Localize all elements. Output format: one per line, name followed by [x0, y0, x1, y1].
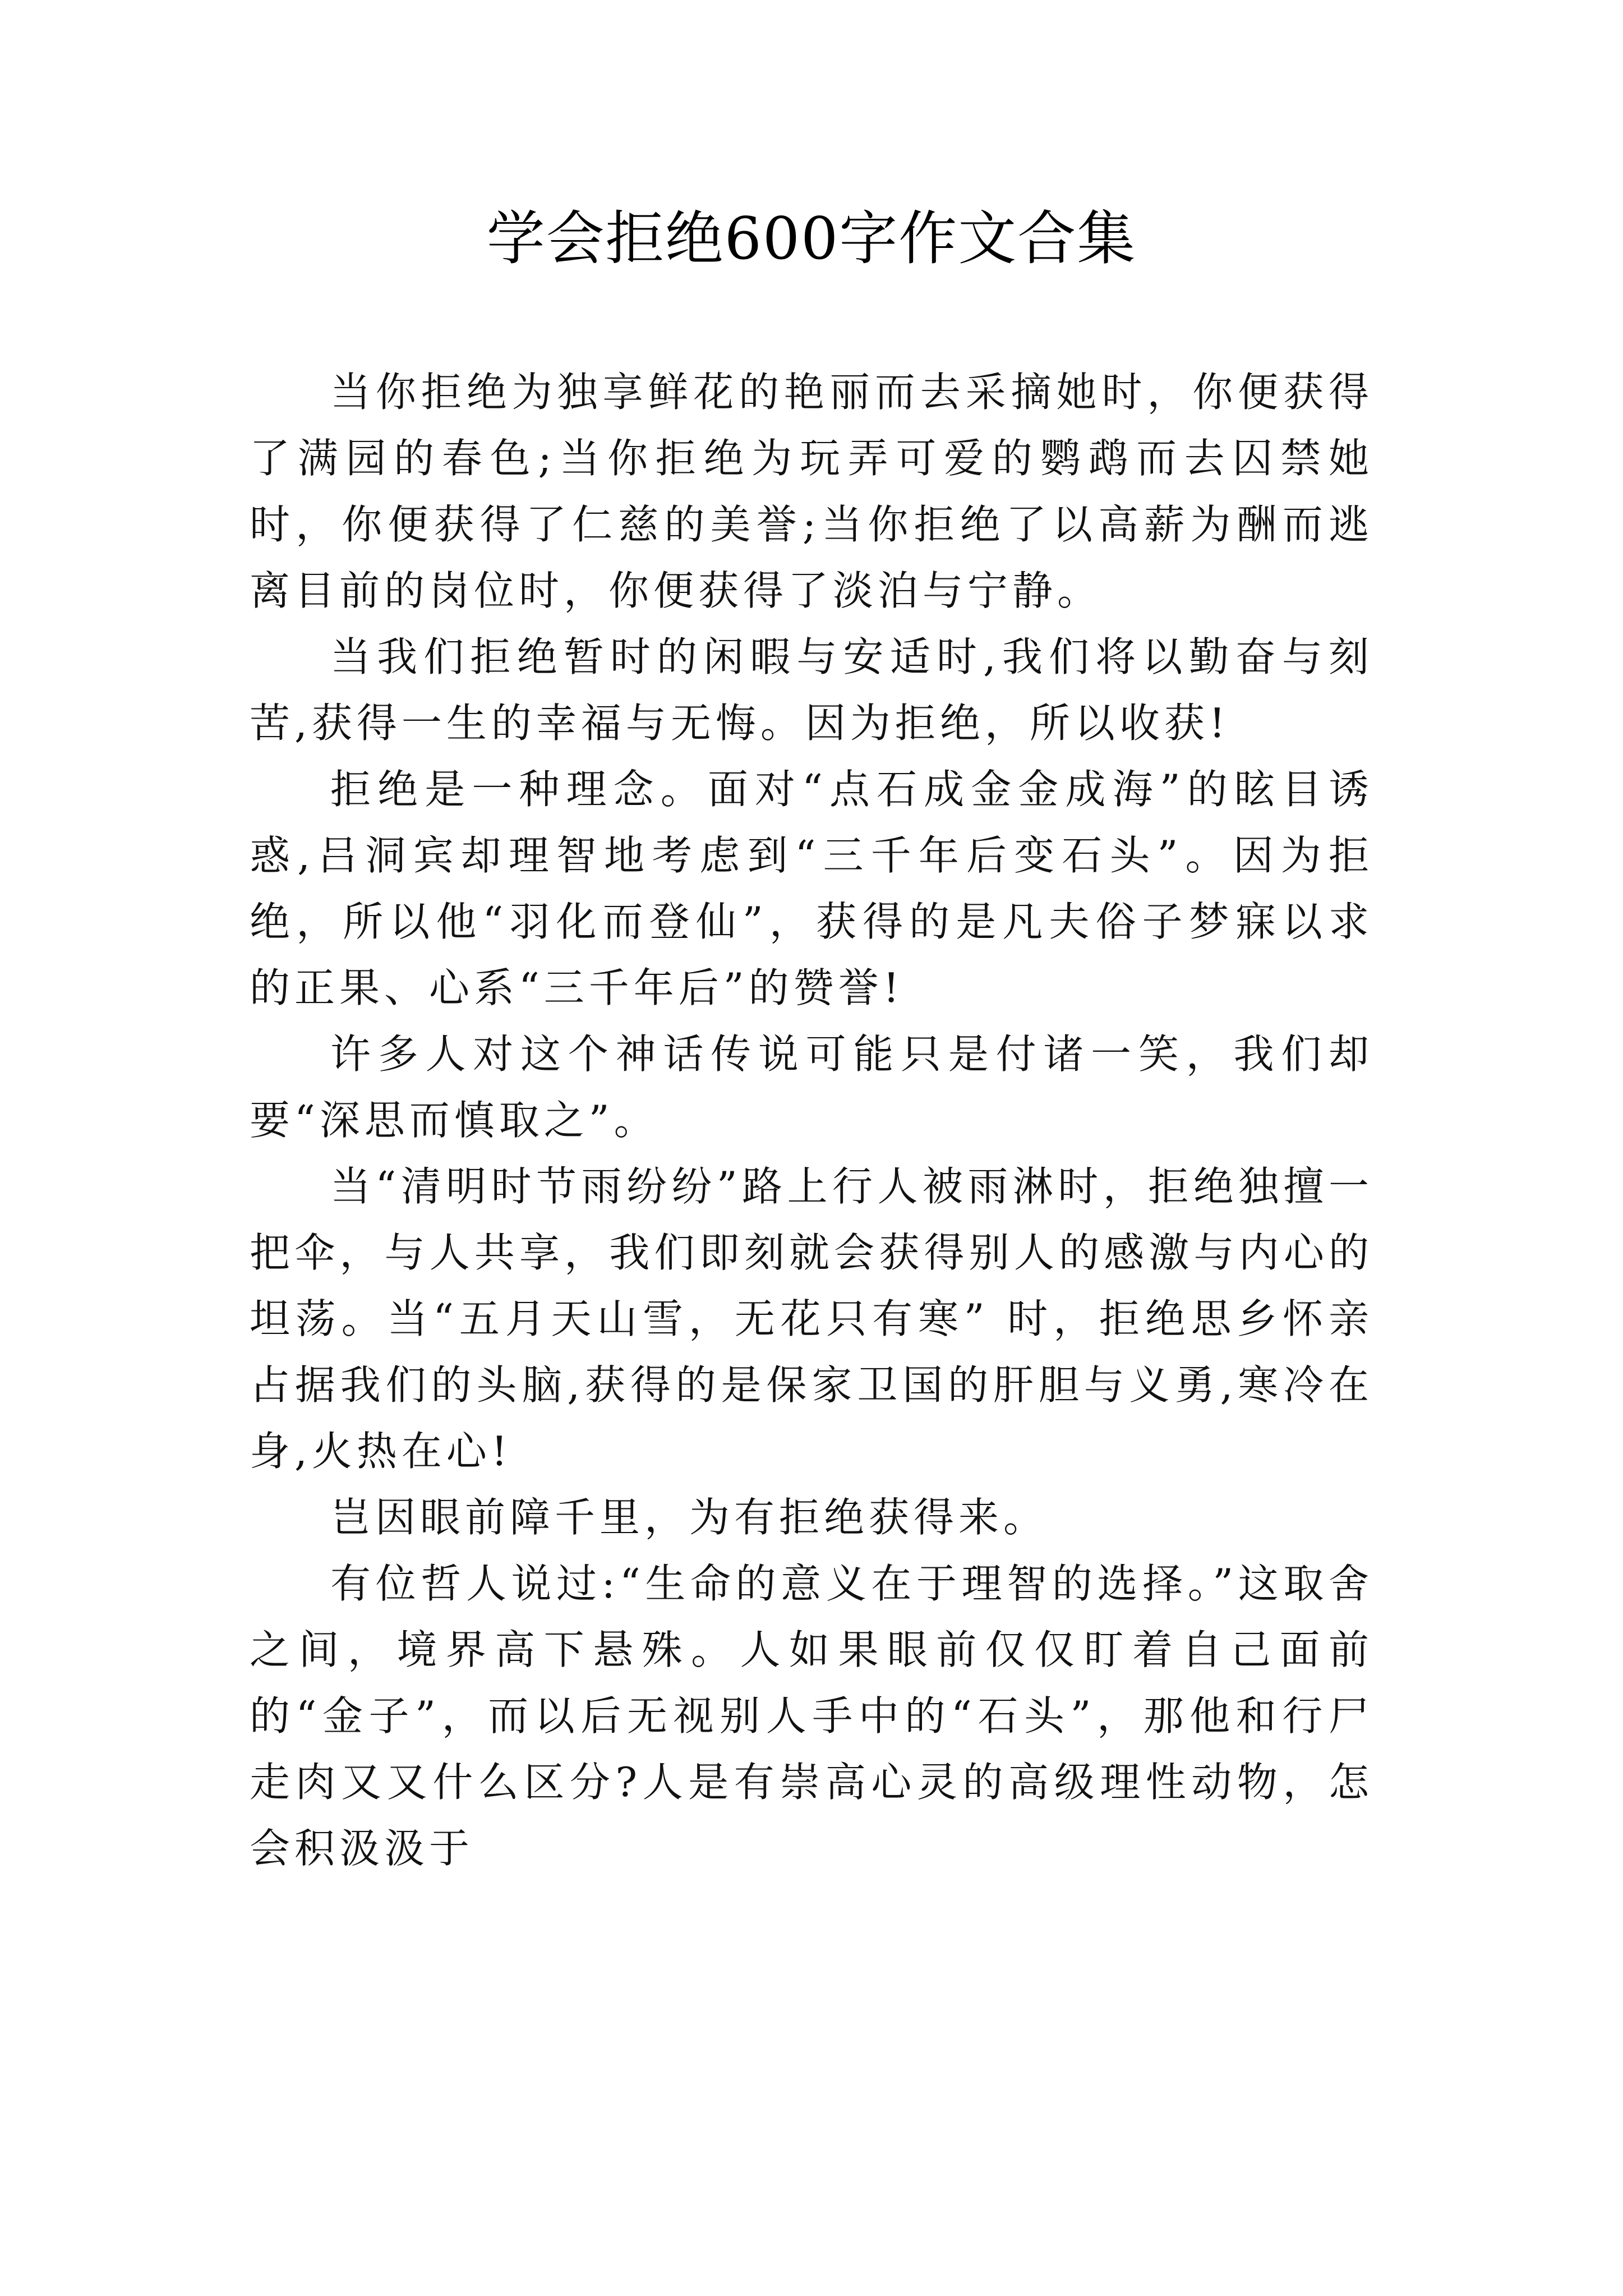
paragraph: 有位哲人说过:“生命的意义在于理智的选择。”这取舍之间，境界高下悬殊。人如果眼前仅仅盯着自己面前的“金子”，而以后无视别人手中的“石头”，那他和行尸走肉又又什么区分?人是有崇高心灵的高级理性动物，怎会积汲汲于 [250, 1560, 1373, 1872]
paragraph: 拒绝是一种理念。面对“点石成金金成海”的眩目诱惑,吕洞宾却理智地考虑到“三千年后变石头”。因为拒绝，所以他“羽化而登仙”，获得的是凡夫俗子梦寐以求的正果、心系“三千年后”的赞誉! [250, 766, 1373, 1011]
paragraph: 当“清明时节雨纷纷”路上行人被雨淋时，拒绝独擅一把伞，与人共享，我们即刻就会获得别人的感激与内心的坦荡。当“五月天山雪，无花只有寒” 时，拒绝思乡怀亲占据我们的头脑,获得的是保家卫国的肝胆与义勇,寒冷在身,火热在心! [250, 1163, 1373, 1475]
paragraph: 许多人对这个神话传说可能只是付诸一笑，我们却要“深思而慎取之”。 [250, 1030, 1373, 1144]
paragraph: 当你拒绝为独享鲜花的艳丽而去采摘她时，你便获得了满园的春色;当你拒绝为玩弄可爱的鹦鹉而去囚禁她时，你便获得了仁慈的美誉;当你拒绝了以高薪为酬而逃离目前的岗位时，你便获得了淡泊与宁静。 [250, 369, 1373, 614]
document-title: 学会拒绝600字作文合集 [486, 204, 1137, 273]
document-body [250, 359, 1373, 1881]
paragraph: 当我们拒绝暂时的闲暇与安适时,我们将以勤奋与刻苦,获得一生的幸福与无悔。因为拒绝，所以收获! [250, 633, 1373, 747]
paragraph: 岂因眼前障千里，为有拒绝获得来。 [330, 1494, 1049, 1541]
